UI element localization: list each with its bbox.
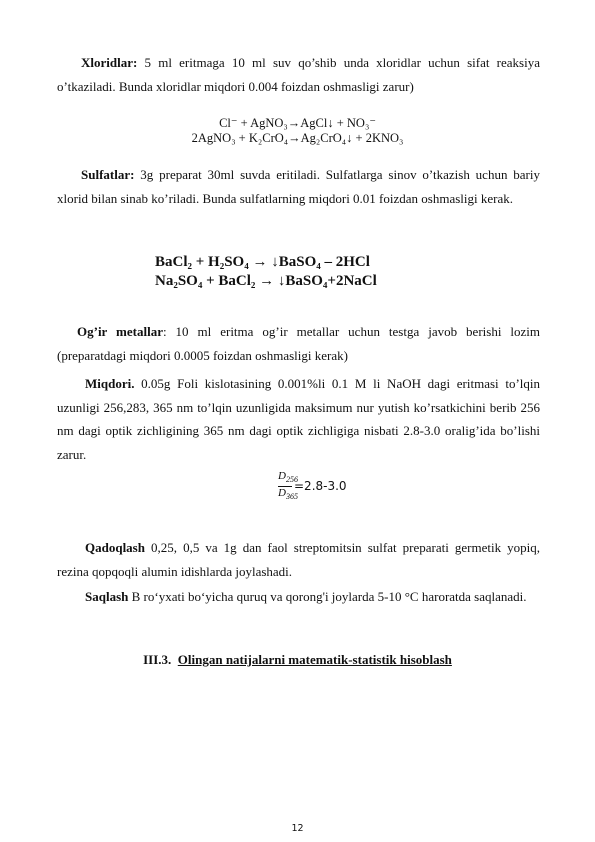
section-number: III.3. [143,652,172,667]
xloridlar-text: 5 ml eritmaga 10 ml suv qo’shib unda xloridlar uchun sifat reaksiya o’tkaziladi. Bunda xloridlar miqdori 0.004 foizdan oshmasligi zarur) [57,55,540,94]
ogir-text: : 10 ml eritma og’ir metallar uchun testga javob berishi lozim (preparatdagi miqdori 0.0005 foizdan oshmasligi kerak) [57,324,541,363]
paragraph-saqlash [57,585,540,609]
optical-density-formula [278,470,347,503]
equation-chloride [0,116,595,146]
qadoqlash-text: 0,25, 0,5 va 1g dan faol streptomitsin sulfat preparati germetik yopiq, rezina qopqoqli alumin idishlarda joylashadi. [57,540,540,579]
ogir-label: Og’ir metallar [77,324,163,339]
xloridlar-label: Xloridlar: [81,55,138,70]
miqdori-text: 0.05g Foli kislotasining 0.001%li 0.1 M li NaOH dagi eritmasi to’lqin uzunligi 256,283, 365 nm to’lqin uzunligida maksimum nur yutish ko’rsatkichini berib 256 nm dagi optik zichligining 365 nm dagi optik zichligiga nisbati 2.8-3.0 oralig’ida bo’lishi zarur. [57,376,540,462]
qadoqlash-label: Qadoqlash [85,540,145,555]
equation-chloride-line2: 2AgNO₃ + K₂CrO₄→Ag₂CrO₄↓ + 2KNO₃ [191,131,404,145]
equation-sulfate-line1: BaCl₂ + H₂SO₄ → ↓BaSO₄ – 2HCl [155,254,370,270]
page-number: 12 [291,823,304,834]
formula-numerator: $D_{256}$ [278,470,298,485]
equation-sulfate-line2: Na₂SO₄ + BaCl₂ → ↓BaSO₄+2NaCl [155,273,377,289]
formula-value: =2.8-3.0 [294,479,347,493]
paragraph-xloridlar [57,51,540,98]
equation-sulfate [155,253,377,291]
saqlash-text: B ro‘yxati bo‘yicha quruq va qorong'i joylarda 5-10 °C haroratda saqlanadi. [128,589,527,604]
miqdori-label: Miqdori. [85,376,135,391]
paragraph-sulfatlar [57,163,540,210]
section-heading [0,652,595,668]
formula-denominator: $D_{365}$ [278,487,298,502]
sulfatlar-label: Sulfatlar: [81,167,135,182]
paragraph-ogir-metallar [57,320,540,367]
sulfatlar-text: 3g preparat 30ml suvda eritiladi. Sulfatlarga sinov o’tkazish uchun bariy xlorid bilan sinab ko’riladi. Bunda sulfatlarning miqdori 0.01 foizdan oshmasligi kerak. [57,167,540,206]
section-title: Olingan natijalarni matematik-statistik hisoblash [177,652,452,667]
saqlash-label: Saqlash [85,589,129,604]
paragraph-miqdori [57,372,540,466]
paragraph-qadoqlash [57,536,540,583]
equation-chloride-line1: Cl⁻ + AgNO₃→AgCl↓ + NO₃⁻ [219,116,376,130]
